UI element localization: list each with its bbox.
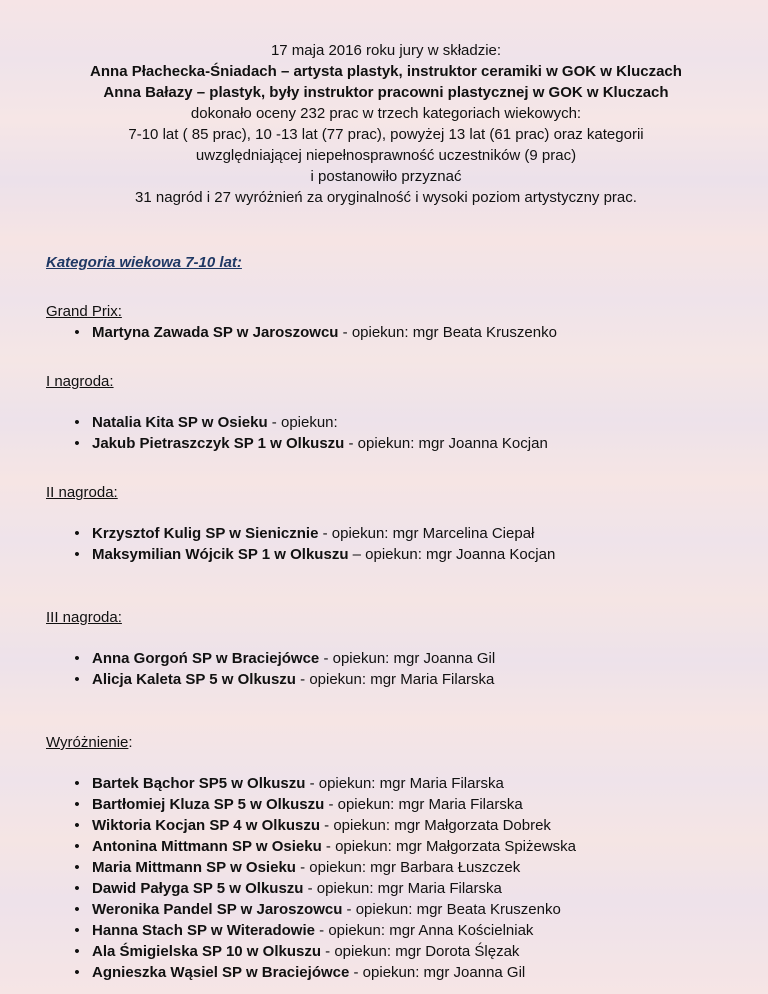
bullet-icon: • <box>74 435 80 452</box>
bullet-icon: • <box>74 324 80 341</box>
winner-name: Ala Śmigielska SP 10 w Olkuszu <box>92 943 321 960</box>
supervisor-info: - opiekun: mgr Maria Filarska <box>295 671 495 688</box>
jury-member-2: Anna Bałazy – plastyk, były instruktor pracowni plastycznej w GOK w Kluczach <box>103 84 669 101</box>
section-heading: II nagroda: <box>46 484 118 501</box>
bullet-icon: • <box>74 964 80 981</box>
award-list <box>46 523 726 565</box>
supervisor-info: - opiekun: mgr Marcelina Ciepał <box>318 525 535 542</box>
list-item <box>46 412 726 433</box>
supervisor-info: - opiekun: mgr Barbara Łuszczek <box>295 859 521 876</box>
list-item <box>46 544 726 565</box>
bullet-icon: • <box>74 775 80 792</box>
jury-member-1: Anna Płachecka-Śniadach – artysta plastyk, instruktor ceramiki w GOK w Kluczach <box>90 63 682 80</box>
list-item <box>46 322 726 343</box>
list-item <box>46 920 726 941</box>
list-item <box>46 878 726 899</box>
intro-line: i postanowiło przyznać <box>310 168 462 185</box>
supervisor-info: - opiekun: mgr Małgorzata Spiżewska <box>321 838 577 855</box>
winner-name: Maria Mittmann SP w Osieku <box>92 859 296 876</box>
section-heading: I nagroda: <box>46 373 114 390</box>
category-title: Kategoria wiekowa 7-10 lat: <box>46 254 242 271</box>
list-item <box>46 648 726 669</box>
supervisor-info: - opiekun: mgr Anna Kościelniak <box>314 922 534 939</box>
winner-name: Weronika Pandel SP w Jaroszowcu <box>92 901 343 918</box>
bullet-icon: • <box>74 546 80 563</box>
list-item <box>46 857 726 878</box>
intro-line: 31 nagród i 27 wyróżnień za oryginalność i wysoki poziom artystyczny prac. <box>135 189 637 206</box>
list-item <box>46 899 726 920</box>
award-list <box>46 322 726 343</box>
bullet-icon: • <box>74 943 80 960</box>
intro-line: dokonało oceny 232 prac w trzech kategoriach wiekowych: <box>190 105 582 122</box>
bullet-icon: • <box>74 859 80 876</box>
section-third-prize <box>46 607 726 690</box>
award-list <box>46 412 726 454</box>
award-list <box>46 648 726 690</box>
bullet-icon: • <box>74 414 80 431</box>
supervisor-info: - opiekun: <box>267 414 338 431</box>
list-item <box>46 773 726 794</box>
winner-name: Jakub Pietraszczyk SP 1 w Olkuszu <box>92 435 345 452</box>
winner-name: Dawid Pałyga SP 5 w Olkuszu <box>92 880 304 897</box>
bullet-icon: • <box>74 922 80 939</box>
bullet-icon: • <box>74 650 80 667</box>
intro-line: 17 maja 2016 roku jury w składzie: <box>270 42 502 59</box>
bullet-icon: • <box>74 796 80 813</box>
supervisor-info: - opiekun: mgr Maria Filarska <box>324 796 523 813</box>
list-item <box>46 815 726 836</box>
section-grand-prix <box>46 301 726 343</box>
section-heading <box>46 732 726 753</box>
supervisor-info: - opiekun: mgr Beata Kruszenko <box>338 324 557 341</box>
section-heading-text: Wyróżnienie <box>46 734 129 751</box>
list-item <box>46 941 726 962</box>
bullet-icon: • <box>74 671 80 688</box>
winner-name: Krzysztof Kulig SP w Sienicznie <box>92 525 319 542</box>
bullet-icon: • <box>74 817 80 834</box>
winner-name: Antonina Mittmann SP w Osieku <box>92 838 322 855</box>
supervisor-info: - opiekun: mgr Joanna Gil <box>349 964 526 981</box>
intro-line: uwzględniającej niepełnosprawność uczestników (9 prac) <box>195 147 577 164</box>
award-list <box>46 773 726 983</box>
list-item <box>46 836 726 857</box>
document-page <box>46 40 726 983</box>
section-heading: Grand Prix: <box>46 303 122 320</box>
supervisor-info: - opiekun: mgr Dorota Ślęzak <box>321 943 520 960</box>
winner-name: Wiktoria Kocjan SP 4 w Olkuszu <box>92 817 320 834</box>
winner-name: Maksymilian Wójcik SP 1 w Olkuszu <box>92 546 349 563</box>
winner-name: Martyna Zawada SP w Jaroszowcu <box>92 324 339 341</box>
section-heading: III nagroda: <box>46 609 122 626</box>
winner-name: Bartek Bąchor SP5 w Olkuszu <box>92 775 306 792</box>
winner-name: Agnieszka Wąsiel SP w Braciejówce <box>92 964 350 981</box>
supervisor-info: - opiekun: mgr Joanna Kocjan <box>344 435 548 452</box>
supervisor-info: - opiekun: mgr Joanna Gil <box>319 650 496 667</box>
supervisor-info: - opiekun: mgr Małgorzata Dobrek <box>319 817 551 834</box>
winner-name: Alicja Kaleta SP 5 w Olkuszu <box>92 671 296 688</box>
bullet-icon: • <box>74 880 80 897</box>
intro-block <box>46 40 726 208</box>
section-first-prize <box>46 371 726 454</box>
winner-name: Anna Gorgoń SP w Braciejówce <box>92 650 320 667</box>
supervisor-info: - opiekun: mgr Maria Filarska <box>305 775 504 792</box>
bullet-icon: • <box>74 901 80 918</box>
supervisor-info: - opiekun: mgr Beata Kruszenko <box>342 901 561 918</box>
winner-name: Hanna Stach SP w Witeradowie <box>92 922 315 939</box>
section-heading-colon: : <box>128 734 133 751</box>
list-item <box>46 433 726 454</box>
bullet-icon: • <box>74 525 80 542</box>
list-item <box>46 962 726 983</box>
supervisor-info: - opiekun: mgr Maria Filarska <box>303 880 502 897</box>
list-item <box>46 523 726 544</box>
list-item <box>46 669 726 690</box>
section-second-prize <box>46 482 726 565</box>
intro-line: 7-10 lat ( 85 prac), 10 -13 lat (77 prac), powyżej 13 lat (61 prac) oraz kategorii <box>128 126 644 143</box>
section-honorable-mention <box>46 732 726 983</box>
bullet-icon: • <box>74 838 80 855</box>
supervisor-info: – opiekun: mgr Joanna Kocjan <box>348 546 556 563</box>
winner-name: Natalia Kita SP w Osieku <box>92 414 268 431</box>
winner-name: Bartłomiej Kluza SP 5 w Olkuszu <box>92 796 325 813</box>
list-item <box>46 794 726 815</box>
